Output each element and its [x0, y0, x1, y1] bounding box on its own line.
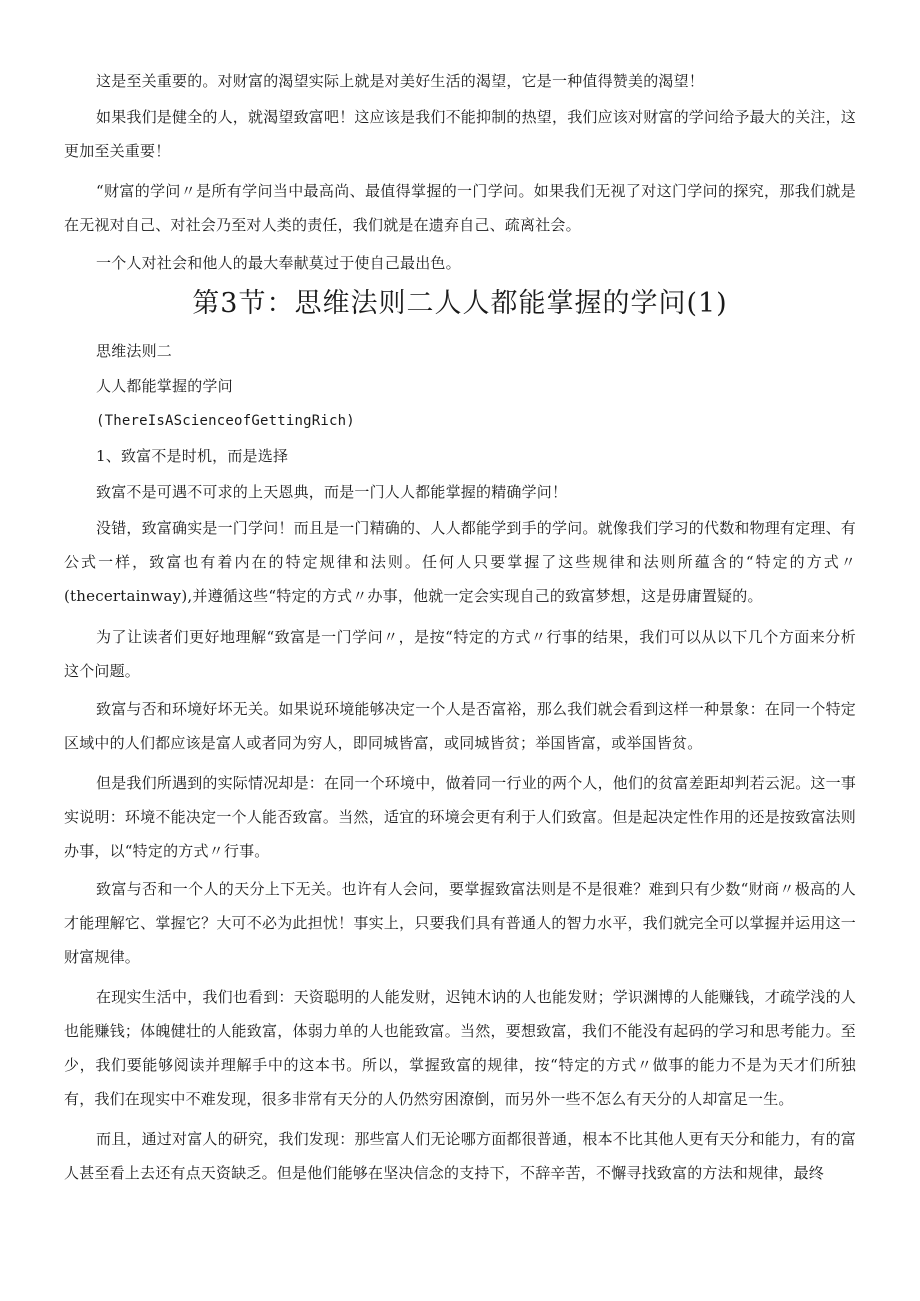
subheading-point-1: 1、致富不是时机，而是选择 [96, 447, 289, 465]
paragraph-body-5: 但是我们所遇到的实际情况却是：在同一个环境中，做着同一行业的两个人，他们的贫富差距却判若云泥。这一事实说明：环境不能决定一个人能否致富。当然，适宜的环境会更有利于人们致富。但是起决定性作用的还是按致富法则办事，以“特定的方式〃行事。 [64, 774, 857, 860]
paragraph-body-2: 没错，致富确实是一门学问！而且是一门精确的、人人都能学到手的学问。就像我们学习的代数和物理有定理、有公式一样，致富也有着内在的特定规律和法则。任何人只要掌握了这些规律和法则所蕴含的“特定的方式〃(thecertainway),并遵循这些“特定的方式〃办事，他就一定会实现自己的致富梦想，这是毋庸置疑的。 [64, 519, 857, 605]
paragraph-body-8: 而且，通过对富人的研究，我们发现：那些富人们无论哪方面都很普通，根本不比其他人更有天分和能力，有的富人甚至看上去还有点天资缺乏。但是他们能够在坚决信念的支持下，不辞辛苦，不懈寻找致富的方法和规律，最终 [64, 1130, 857, 1182]
paragraph-body-1: 致富不是可遇不可求的上天恩典，而是一门人人都能掌握的精确学问！ [96, 483, 568, 501]
paragraph-body-7: 在现实生活中，我们也看到：天资聪明的人能发财，迟钝木讷的人也能发财；学识渊博的人能赚钱，才疏学浅的人也能赚钱；体魄健壮的人能致富，体弱力单的人也能致富。当然，要想致富，我们不能没有起码的学习和思考能力。至少，我们要能够阅读并理解手中的这本书。所以，掌握致富的规律，按“特定的方式〃做事的能力不是为天才们所独有，我们在现实中不难发现，很多非常有天分的人仍然穷困潦倒，而另外一些不怎么有天分的人却富足一生。 [64, 988, 857, 1108]
subheading-english: (ThereIsAScienceofGettingRich) [96, 413, 355, 429]
subheading-title: 人人都能掌握的学问 [96, 377, 233, 395]
paragraph-top-4: 一个人对社会和他人的最大奉献莫过于使自己最出色。 [96, 254, 461, 272]
paragraph-body-4: 致富与否和环境好坏无关。如果说环境能够决定一个人是否富裕，那么我们就会看到这样一种景象：在同一个特定区域中的人们都应该是富人或者同为穷人，即同城皆富，或同城皆贫；举国皆富，或举国皆贫。 [64, 700, 857, 752]
paragraph-top-2: 如果我们是健全的人，就渴望致富吧！这应该是我们不能抑制的热望，我们应该对财富的学问给予最大的关注，这更加至关重要！ [64, 108, 857, 160]
paragraph-body-6: 致富与否和一个人的天分上下无关。也许有人会问，要掌握致富法则是不是很难？难到只有少数“财商〃极高的人才能理解它、掌握它？大可不必为此担忧！事实上，只要我们具有普通人的智力水平，我们就完全可以掌握并运用这一财富规律。 [64, 880, 856, 966]
paragraph-body-3: 为了让读者们更好地理解“致富是一门学问〃，是按“特定的方式〃行事的结果，我们可以从以下几个方面来分析这个问题。 [64, 628, 856, 680]
paragraph-top-1: 这是至关重要的。对财富的渴望实际上就是对美好生活的渴望，它是一种值得赞美的渴望！ [96, 72, 705, 90]
paragraph-top-3: “财富的学问〃是所有学问当中最高尚、最值得掌握的一门学问。如果我们无视了对这门学问的探究，那我们就是在无视对自己、对社会乃至对人类的责任，我们就是在遗弃自己、疏离社会。 [64, 182, 856, 234]
section-heading: 第3节：思维法则二人人都能掌握的学问(1) [192, 288, 728, 319]
subheading-rule: 思维法则二 [96, 342, 173, 360]
